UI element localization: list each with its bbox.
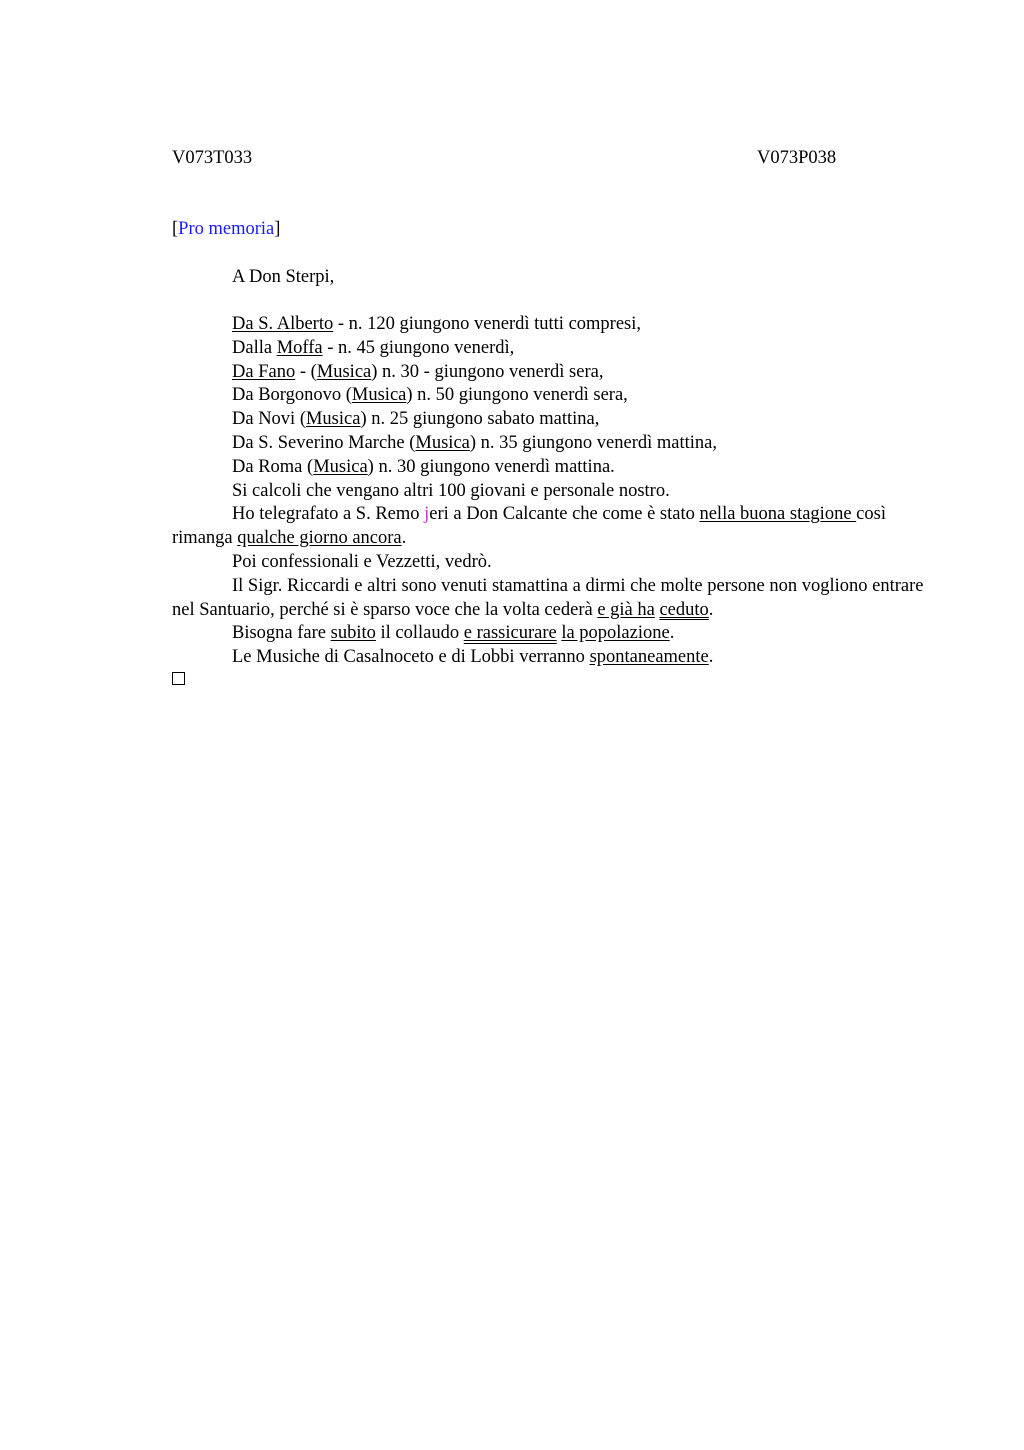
phrase-underlined: qualche giorno ancora (237, 528, 402, 549)
music-underlined: Musica (351, 385, 407, 406)
document-code-right: V073P038 (757, 148, 837, 168)
line-calcoli: Si calcoli che vengano altri 100 giovani e personale nostro. (232, 480, 670, 501)
correction-letter: j (424, 504, 430, 525)
end-of-document-box-icon (172, 672, 185, 685)
paragraph-telegrafato: Ho telegrafato a S. Remo jeri a Don Calcante che come è stato nella buona stagione così rimanga qualche giorno ancora. (172, 504, 886, 549)
phrase-underlined: nella buona stagione (699, 504, 857, 525)
phrase-underlined: subito (330, 623, 376, 644)
document-heading (172, 218, 280, 240)
line-moffa: Dalla Moffa - n. 45 giungono venerdì, (232, 337, 515, 358)
line-san-severino: Da S. Severino Marche (Musica) n. 35 giungono venerdì mattina, (232, 432, 718, 453)
phrase-underlined: spontaneamente (589, 647, 709, 668)
line-fano: Da Fano - (Musica) n. 30 - giungono venerdì sera, (232, 361, 604, 382)
place-underlined: Moffa (276, 337, 323, 358)
line-borgonovo: Da Borgonovo (Musica) n. 50 giungono venerdì sera, (232, 385, 628, 406)
music-underlined: Musica (313, 456, 368, 477)
heading-close-bracket: ] (274, 219, 281, 239)
heading-open-bracket: [ (172, 219, 179, 239)
phrase-underlined: la popolazione (561, 623, 670, 644)
line-collaudo: Bisogna fare subito il collaudo e rassicurare la popolazione. (232, 623, 675, 644)
music-underlined: Musica (316, 361, 372, 382)
music-underlined: Musica (305, 409, 361, 430)
place-underlined: Da Fano (232, 361, 296, 382)
letter-body (172, 313, 932, 670)
paragraph-riccardi: Il Sigr. Riccardi e altri sono venuti stamattina a dirmi che molte persone non vogliono entrare nel Santuario, perché si è sparso voce che la volta cederà e già ha ceduto. (172, 575, 924, 620)
phrase-underlined: e già ha (597, 599, 655, 620)
salutation: A Don Sterpi, (232, 267, 335, 287)
place-underlined: Da S. Alberto (232, 314, 334, 334)
line-musiche: Le Musiche di Casalnoceto e di Lobbi verranno spontaneamente. (232, 647, 714, 668)
line-novi: Da Novi (Musica) n. 25 giungono sabato mattina, (232, 409, 600, 430)
phrase-double-underlined: ceduto (659, 599, 709, 620)
line-sant-alberto: Da S. Alberto - n. 120 giungono venerdì tutti compresi, (232, 314, 642, 334)
document-code-left: V073T033 (172, 148, 253, 168)
line-roma: Da Roma (Musica) n. 30 giungono venerdì mattina. (232, 456, 615, 477)
phrase-double-underlined: e rassicurare (463, 623, 557, 644)
heading-title: Pro memoria (178, 219, 275, 239)
line-confessionali: Poi confessionali e Vezzetti, vedrò. (232, 551, 492, 572)
music-underlined: Musica (415, 432, 470, 453)
